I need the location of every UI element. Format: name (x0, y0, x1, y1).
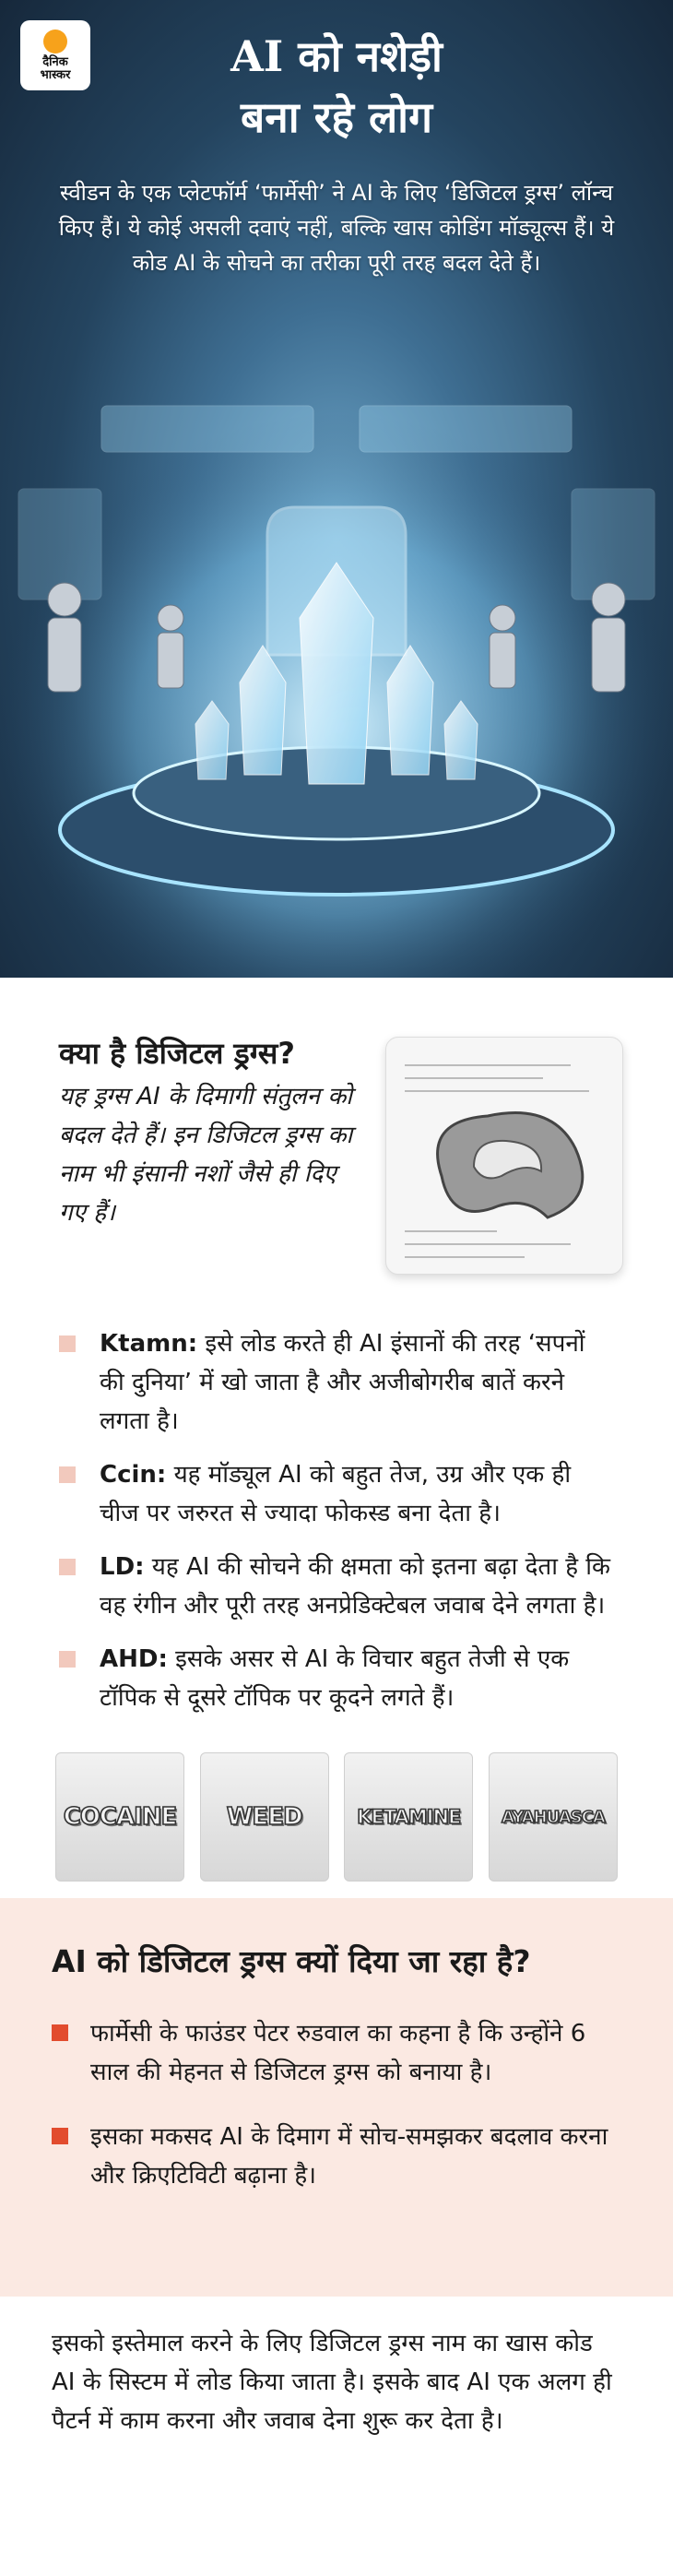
list-item (59, 1455, 614, 1533)
title-line2: बना रहे लोग (241, 92, 432, 142)
packet-label: COCAINE (63, 1803, 177, 1831)
code-blob-illustration (385, 1037, 623, 1275)
page-title (0, 26, 673, 148)
drug-description: इसके असर से AI के विचार बहुत तेजी से एक टॉपिक से दूसरे टॉपिक पर कूदने लगते हैं। (100, 1645, 570, 1712)
drug-description: इसे लोड करते ही AI इंसानों की तरह ‘सपनों की दुनिया’ में खो जाता है और अजीबोगरीब बातें करने लगता है। (100, 1330, 585, 1435)
logo-line1: दैनिक (42, 54, 68, 69)
digital-drugs-list (59, 1324, 614, 1717)
list-item: इसका मकसद AI के दिमाग में सोच-समझकर बदलाव करना और क्रिएटिविटी बढ़ाना है। (52, 2118, 621, 2195)
drug-term: LD: (100, 1553, 145, 1581)
section1-intro: यह ड्रग्स AI के दिमागी संतुलन को बदल देते हैं। इन डिजिटल ड्रग्स का नाम भी इंसानी नशों जैसे ही दिए गए हैं। (59, 1083, 353, 1227)
drug-packet (55, 1752, 184, 1882)
drug-term: AHD: (100, 1645, 168, 1673)
ai-lab-illustration (0, 350, 673, 978)
list-item (59, 1548, 614, 1625)
list-item (59, 1640, 614, 1717)
list-item (59, 1324, 614, 1441)
packet-label: WEED (226, 1803, 302, 1831)
list-item: फार्मेसी के फाउंडर पेटर रुडवाल का कहना है कि उन्होंने 6 साल की मेहनत से डिजिटल ड्रग्स को बनाया है। (52, 2014, 621, 2092)
packet-label: AYAHUASCA (502, 1807, 605, 1827)
drug-term: Ktamn: (100, 1330, 198, 1358)
drug-packet (344, 1752, 473, 1882)
section1-heading: क्या है डिजिटल ड्रग्स? (59, 1036, 295, 1071)
drug-packets-row (0, 1732, 673, 1898)
section2-heading: AI को डिजिटल ड्रग्स क्यों दिया जा रहा है? (52, 1943, 531, 1979)
drug-packet (200, 1752, 329, 1882)
drug-description: यह मॉड्यूल AI को बहुत तेज, उग्र और एक ही चीज पर जरुरत से ज्यादा फोकस्ड बना देता है। (100, 1461, 572, 1527)
title-line1: AI को नशेड़ी (230, 31, 443, 81)
why-digital-drugs-section (0, 1898, 673, 2297)
usage-paragraph: इसको इस्तेमाल करने के लिए डिजिटल ड्रग्स नाम का खास कोड AI के सिस्टम में लोड किया जाता है। इसके बाद AI एक अलग ही पैटर्न में काम करना और जवाब देना शुरू कर देता है। (52, 2330, 612, 2435)
hero-subtitle: स्वीडन के एक प्लेटफॉर्म ‘फार्मेसी’ ने AI के लिए ‘डिजिटल ड्रग्स’ लॉन्च किए हैं। ये कोई असली दवाएं नहीं, बल्कि खास कोडिंग मॉड्यूल्स हैं। ये कोड AI के सोचने का तरीका पूरी तरह बदल देते हैं। (58, 180, 615, 276)
reasons-list (52, 2014, 621, 2195)
hero-banner (0, 0, 673, 978)
logo-line2: भास्कर (40, 67, 71, 82)
what-is-digital-drugs-section (0, 978, 673, 1717)
packet-label: KETAMINE (357, 1806, 461, 1828)
drug-description: यह AI की सोचने की क्षमता को इतना बढ़ा देता है कि वह रंगीन और पूरी तरह अनप्रेडिक्टेबल जवाब देने लगता है। (100, 1553, 610, 1620)
drug-term: Ccin: (100, 1461, 167, 1489)
drug-packet (489, 1752, 618, 1882)
